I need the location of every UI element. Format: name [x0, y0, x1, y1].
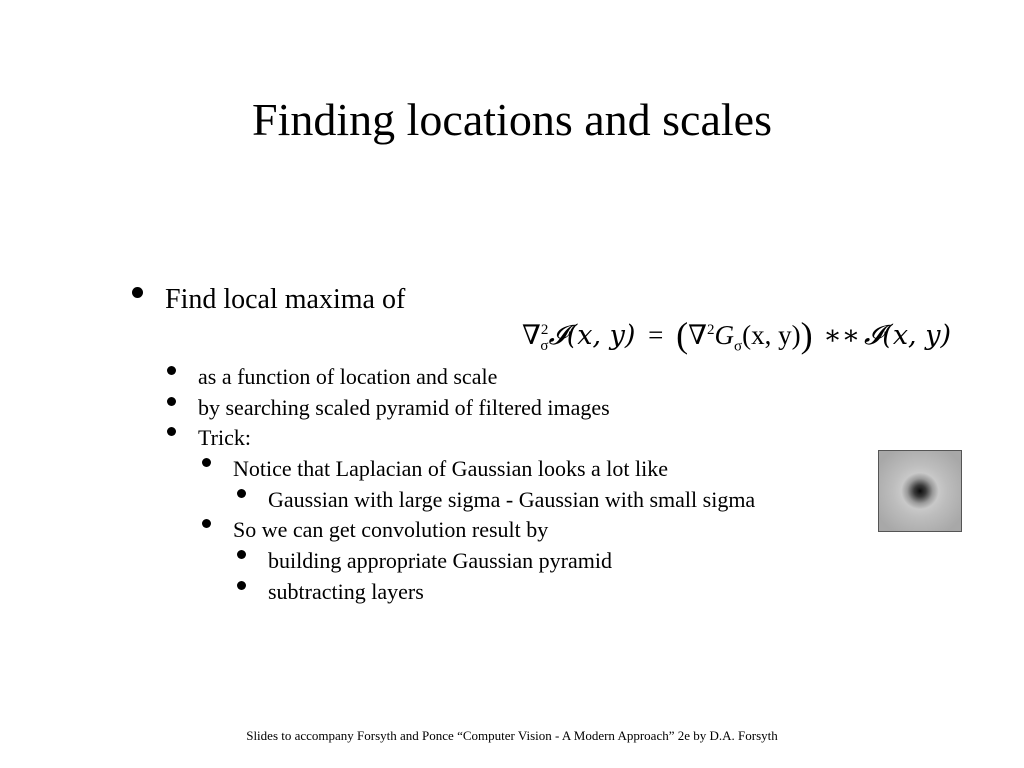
formula-rhs-op: ∇ — [688, 320, 708, 350]
bullet-dot — [237, 489, 246, 498]
formula-equals: = — [648, 320, 664, 350]
bullet-main: Find local maxima of — [165, 284, 406, 315]
bullet-dot — [202, 519, 211, 528]
bullet-sub3: Trick: — [198, 425, 251, 450]
formula-rhs-sub: σ — [734, 338, 743, 355]
formula-open-paren: ( — [676, 315, 689, 355]
slide-footer: Slides to accompany Forsyth and Ponce “Computer Vision - A Modern Approach” 2e by D.A. Forsyth — [246, 728, 778, 743]
slide-title: Finding locations and scales — [252, 94, 772, 145]
bullet-sub1: as a function of location and scale — [198, 364, 498, 389]
bullet-dot — [132, 287, 143, 298]
formula-lhs-op: ∇ — [522, 320, 541, 350]
formula-close-paren: ) — [800, 315, 813, 355]
bullet-sub3-b-i: building appropriate Gaussian pyramid — [268, 548, 612, 573]
bullet-dot — [167, 366, 176, 375]
formula-rhs-args: (x, y) — [742, 320, 801, 350]
laplacian-formula — [522, 310, 951, 366]
formula-conv: ∗∗ — [823, 320, 861, 350]
bullet-sub3-b-ii: subtracting layers — [268, 579, 424, 604]
laplacian-of-gaussian-image — [878, 450, 962, 532]
formula-lhs-func: 𝓘(x, y) — [548, 320, 636, 351]
bullet-dot — [202, 458, 211, 467]
bullet-dot — [167, 427, 176, 436]
bullet-dot — [167, 397, 176, 406]
formula-rhs-func: 𝓘(x, y) — [864, 320, 952, 351]
bullet-dot — [237, 581, 246, 590]
bullet-sub3-b: So we can get convolution result by — [233, 517, 549, 542]
bullet-sub3-a: Notice that Laplacian of Gaussian looks a lot like — [233, 456, 668, 481]
formula-lhs-sub: σ — [540, 338, 549, 355]
formula-lhs-sup: 2 — [540, 322, 549, 338]
bullet-sub2: by searching scaled pyramid of filtered images — [198, 395, 610, 420]
formula-rhs-g: G — [714, 320, 735, 350]
bullet-sub3-a-i: Gaussian with large sigma - Gaussian with small sigma — [268, 487, 756, 512]
formula-rhs-sup: 2 — [707, 322, 715, 338]
bullet-dot — [237, 550, 246, 559]
